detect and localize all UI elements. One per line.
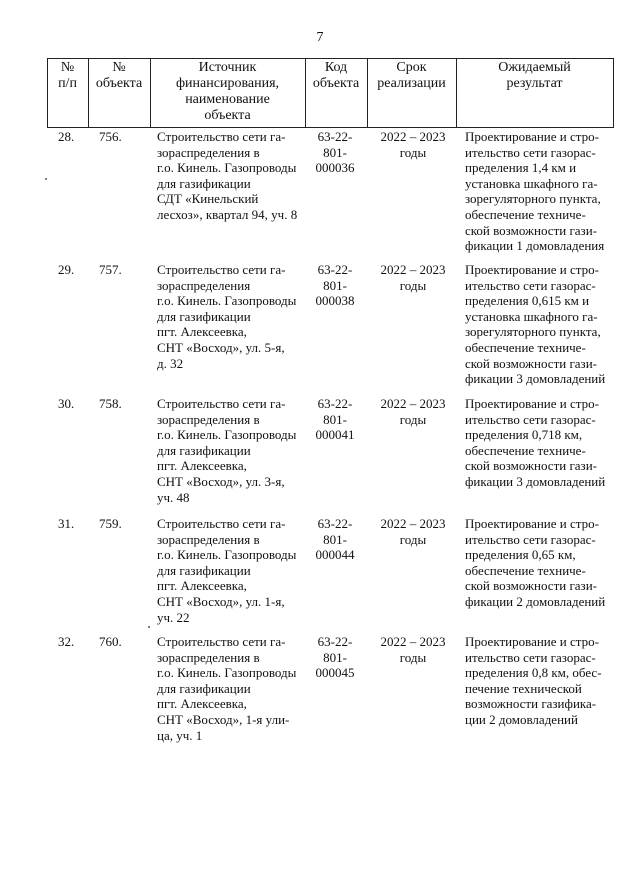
source-cell: Строительство сети га- зораспределения в г.о. Кинель. Газопроводы для газификации СДТ «Кинельский лесхоз», квартал 94, уч. 8	[157, 129, 298, 222]
result-cell: Проектирование и стро- ительство сети газорас- пределения 0,8 км, обес- печение технической возможности газифика- ции 2 домовладений	[465, 634, 602, 727]
term-cell: 2022 – 2023 годы	[380, 396, 446, 427]
term-cell: 2022 – 2023 годы	[380, 634, 446, 665]
result-cell: Проектирование и стро- ительство сети газорас- пределения 1,4 км и установка шкафного га- зорегуляторного пункта, обеспечение техниче- ской возможности гази- фикации 1 домовладения	[465, 129, 605, 254]
source-cell: Строительство сети га- зораспределения в г.о. Кинель. Газопроводы для газификации пгт. Алексеевка, СНТ «Восход», ул. 1-я, уч. 22	[157, 516, 297, 625]
header-top-border	[47, 58, 614, 59]
term-cell: 2022 – 2023 годы	[380, 262, 446, 293]
source-cell: Строительство сети га- зораспределения в г.о. Кинель. Газопроводы для газификации пгт. Алексеевка, СНТ «Восход», 1-я ули- ца, уч. 1	[157, 634, 297, 743]
page-number: 7	[316, 30, 324, 45]
object-number: 758.	[99, 396, 122, 411]
scan-speck	[45, 178, 47, 180]
result-cell: Проектирование и стро- ительство сети газорас- пределения 0,65 км, обеспечение техниче- ской возможности гази- фикации 2 домовладений	[465, 516, 606, 609]
source-cell: Строительство сети га- зораспределения в г.о. Кинель. Газопроводы для газификации пгт. Алексеевка, СНТ «Восход», ул. 3-я, уч. 48	[157, 396, 297, 505]
header-source: Источник финансирования, наименование объекта	[175, 60, 280, 123]
object-number: 756.	[99, 129, 122, 144]
header-object-number: № объекта	[95, 60, 143, 91]
object-number: 759.	[99, 516, 122, 531]
column-divider	[613, 58, 614, 128]
code-cell: 63-22- 801- 000036	[315, 129, 355, 176]
code-cell: 63-22- 801- 000044	[315, 516, 355, 563]
header-num: № п/п	[58, 60, 77, 91]
code-cell: 63-22- 801- 000038	[315, 262, 355, 309]
header-code: Код объекта	[312, 60, 360, 91]
term-cell: 2022 – 2023 годы	[380, 129, 446, 160]
object-number: 760.	[99, 634, 122, 649]
object-number: 757.	[99, 262, 122, 277]
code-cell: 63-22- 801- 000041	[315, 396, 355, 443]
row-number: 31.	[58, 516, 75, 531]
header-term: Срок реализации	[377, 60, 446, 91]
term-cell: 2022 – 2023 годы	[380, 516, 446, 547]
result-cell: Проектирование и стро- ительство сети газорас- пределения 0,615 км и установка шкафного га- зорегуляторного пункта, обеспечение техниче- ской возможности гази- фикации 3 домовладений	[465, 262, 606, 387]
row-number: 28.	[58, 129, 75, 144]
row-number: 32.	[58, 634, 75, 649]
code-cell: 63-22- 801- 000045	[315, 634, 355, 681]
scan-speck	[148, 626, 150, 628]
row-number: 30.	[58, 396, 75, 411]
source-cell: Строительство сети га- зораспределения г.о. Кинель. Газопроводы для газификации пгт. Алексеевка, СНТ «Восход», ул. 5-я, д. 32	[157, 262, 297, 371]
row-number: 29.	[58, 262, 75, 277]
header-result: Ожидаемый результат	[498, 60, 571, 91]
result-cell: Проектирование и стро- ительство сети газорас- пределения 0,718 км, обеспечение техниче- ской возможности гази- фикации 3 домовладений	[465, 396, 606, 489]
